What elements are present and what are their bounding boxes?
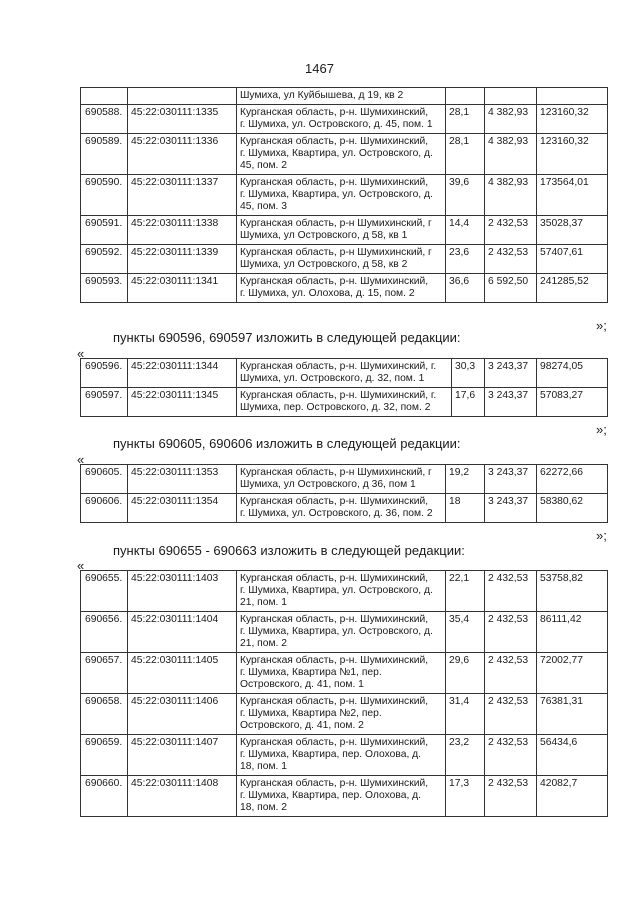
area-cell: 36,6	[446, 274, 485, 303]
cadastral-rate-cell: 2 432,53	[485, 776, 537, 817]
cadastral-value-cell	[537, 88, 608, 105]
cadastral-number-cell: 45:22:030111:1338	[128, 216, 237, 245]
cadastral-rate-cell: 2 432,53	[485, 245, 537, 274]
address-cell: Курганская область, р-н. Шумихинский, г. Шумиха, Квартира, ул. Островского, д. 45, пом. 3	[237, 175, 446, 216]
cadastral-value-cell: 123160,32	[537, 134, 608, 175]
cadastral-rate-cell: 3 243,37	[485, 359, 537, 388]
cadastral-value-cell: 42082,7	[537, 776, 608, 817]
address-cell: Курганская область, р-н. Шумихинский, г. Шумиха, ул. Островского, д. 36, пом. 2	[237, 494, 446, 523]
cadastral-number-cell: 45:22:030111:1337	[128, 175, 237, 216]
address-cell: Курганская область, р-н. Шумихинский, г. Шумиха, пер. Островского, д. 32, пом. 2	[237, 388, 452, 417]
table-row	[81, 735, 608, 776]
table-row	[81, 612, 608, 653]
table-row	[81, 216, 608, 245]
row-number-cell	[81, 88, 128, 105]
cadastral-number-cell: 45:22:030111:1354	[128, 494, 237, 523]
table-row	[81, 465, 608, 494]
cadastral-rate-cell: 2 432,53	[485, 735, 537, 776]
address-cell: Курганская область, р-н. Шумихинский, г. Шумиха, Квартира №2, пер. Островского, д. 41, пом. 2	[237, 694, 446, 735]
area-cell: 28,1	[446, 134, 485, 175]
area-cell: 19,2	[446, 465, 485, 494]
cadastral-number-cell: 45:22:030111:1403	[128, 571, 237, 612]
table-row	[81, 571, 608, 612]
cadastral-number-cell: 45:22:030111:1405	[128, 653, 237, 694]
table-row	[81, 694, 608, 735]
cadastral-value-cell: 57407,61	[537, 245, 608, 274]
cadastral-rate-cell: 2 432,53	[485, 216, 537, 245]
row-number-cell: 690656.	[81, 612, 128, 653]
address-cell: Курганская область, р-н. Шумихинский, г. Шумиха, Квартира, ул. Островского, д. 21, пом. 1	[237, 571, 446, 612]
address-cell: Курганская область, р-н. Шумихинский, г. Шумиха, Квартира №1, пер. Островского, д. 41, пом. 1	[237, 653, 446, 694]
cadastral-number-cell: 45:22:030111:1408	[128, 776, 237, 817]
table-row	[81, 134, 608, 175]
cadastral-rate-cell: 4 382,93	[485, 105, 537, 134]
cadastral-number-cell: 45:22:030111:1344	[128, 359, 237, 388]
row-number-cell: 690597.	[81, 388, 128, 417]
cadastral-value-cell: 123160,32	[537, 105, 608, 134]
cadastral-number-cell	[128, 88, 237, 105]
area-cell	[446, 88, 485, 105]
cadastral-rate-cell: 3 243,37	[485, 465, 537, 494]
property-table-4	[80, 570, 608, 817]
row-number-cell: 690591.	[81, 216, 128, 245]
cadastral-value-cell: 86111,42	[537, 612, 608, 653]
row-number-cell: 690606.	[81, 494, 128, 523]
page-number: 1467	[305, 61, 334, 76]
area-cell: 22,1	[446, 571, 485, 612]
row-number-cell: 690588.	[81, 105, 128, 134]
cadastral-value-cell: 57083,27	[537, 388, 608, 417]
table-row	[81, 388, 608, 417]
row-number-cell: 690657.	[81, 653, 128, 694]
cadastral-rate-cell: 2 432,53	[485, 571, 537, 612]
row-number-cell: 690655.	[81, 571, 128, 612]
area-cell: 29,6	[446, 653, 485, 694]
cadastral-value-cell: 241285,52	[537, 274, 608, 303]
table-row	[81, 776, 608, 817]
address-cell: Курганская область, р-н. Шумихинский, г. Шумиха, Квартира, пер. Олохова, д. 18, пом. 2	[237, 776, 446, 817]
area-cell: 23,6	[446, 245, 485, 274]
row-number-cell: 690596.	[81, 359, 128, 388]
area-cell: 17,3	[446, 776, 485, 817]
address-cell: Курганская область, р-н Шумихинский, г Шумиха, ул Островского, д 36, пом 1	[237, 465, 446, 494]
address-cell: Шумиха, ул Куйбышева, д 19, кв 2	[237, 88, 446, 105]
cadastral-rate-cell	[485, 88, 537, 105]
cadastral-number-cell: 45:22:030111:1407	[128, 735, 237, 776]
area-cell: 39,6	[446, 175, 485, 216]
area-cell: 18	[446, 494, 485, 523]
cadastral-rate-cell: 4 382,93	[485, 175, 537, 216]
table-row	[81, 359, 608, 388]
cadastral-value-cell: 56434,6	[537, 735, 608, 776]
area-cell: 14,4	[446, 216, 485, 245]
row-number-cell: 690658.	[81, 694, 128, 735]
area-cell: 23,2	[446, 735, 485, 776]
property-table-3	[80, 464, 608, 523]
row-number-cell: 690593.	[81, 274, 128, 303]
cadastral-number-cell: 45:22:030111:1345	[128, 388, 237, 417]
cadastral-number-cell: 45:22:030111:1335	[128, 105, 237, 134]
cadastral-rate-cell: 3 243,37	[485, 388, 537, 417]
cadastral-value-cell: 35028,37	[537, 216, 608, 245]
area-cell: 17,6	[452, 388, 485, 417]
cadastral-value-cell: 98274,05	[537, 359, 608, 388]
cadastral-rate-cell: 3 243,37	[485, 494, 537, 523]
opening-quote-2: «	[77, 452, 85, 467]
cadastral-number-cell: 45:22:030111:1406	[128, 694, 237, 735]
instruction-paragraph-2: пункты 690605, 690606 изложить в следующей редакции:	[113, 436, 461, 451]
cadastral-value-cell: 72002,77	[537, 653, 608, 694]
row-number-cell: 690590.	[81, 175, 128, 216]
cadastral-rate-cell: 4 382,93	[485, 134, 537, 175]
cadastral-value-cell: 173564,01	[537, 175, 608, 216]
cadastral-value-cell: 53758,82	[537, 571, 608, 612]
cadastral-number-cell: 45:22:030111:1353	[128, 465, 237, 494]
table-row	[81, 245, 608, 274]
cadastral-value-cell: 76381,31	[537, 694, 608, 735]
instruction-paragraph-1: пункты 690596, 690597 изложить в следующей редакции:	[113, 330, 461, 345]
address-cell: Курганская область, р-н. Шумихинский, г. Шумиха, ул. Островского, д. 32, пом. 1	[237, 359, 452, 388]
address-cell: Курганская область, р-н Шумихинский, г Шумиха, ул Островского, д 58, кв 2	[237, 245, 446, 274]
table-row	[81, 175, 608, 216]
cadastral-number-cell: 45:22:030111:1339	[128, 245, 237, 274]
row-number-cell: 690589.	[81, 134, 128, 175]
cadastral-rate-cell: 6 592,50	[485, 274, 537, 303]
cadastral-value-cell: 58380,62	[537, 494, 608, 523]
cadastral-rate-cell: 2 432,53	[485, 653, 537, 694]
cadastral-number-cell: 45:22:030111:1341	[128, 274, 237, 303]
row-number-cell: 690605.	[81, 465, 128, 494]
table-row	[81, 494, 608, 523]
opening-quote-1: «	[77, 346, 85, 361]
row-number-cell: 690659.	[81, 735, 128, 776]
area-cell: 35,4	[446, 612, 485, 653]
cadastral-number-cell: 45:22:030111:1336	[128, 134, 237, 175]
address-cell: Курганская область, р-н. Шумихинский, г. Шумиха, ул. Островского, д. 45, пом. 1	[237, 105, 446, 134]
address-cell: Курганская область, р-н. Шумихинский, г. Шумиха, Квартира, пер. Олохова, д. 18, пом. 1	[237, 735, 446, 776]
cadastral-rate-cell: 2 432,53	[485, 694, 537, 735]
instruction-paragraph-3: пункты 690655 - 690663 изложить в следующей редакции:	[113, 543, 465, 558]
property-table-1	[80, 87, 608, 303]
property-table-2	[80, 358, 608, 417]
address-cell: Курганская область, р-н. Шумихинский, г. Шумиха, Квартира, ул. Островского, д. 21, пом. 2	[237, 612, 446, 653]
closing-quote-1: »;	[596, 318, 607, 333]
table-row	[81, 105, 608, 134]
table-row	[81, 274, 608, 303]
cadastral-value-cell: 62272,66	[537, 465, 608, 494]
address-cell: Курганская область, р-н Шумихинский, г Шумиха, ул Островского, д 58, кв 1	[237, 216, 446, 245]
area-cell: 31,4	[446, 694, 485, 735]
address-cell: Курганская область, р-н. Шумихинский, г. Шумиха, Квартира, ул. Островского, д. 45, пом. 2	[237, 134, 446, 175]
cadastral-number-cell: 45:22:030111:1404	[128, 612, 237, 653]
table-row	[81, 88, 608, 105]
address-cell: Курганская область, р-н. Шумихинский, г. Шумиха, ул. Олохова, д. 15, пом. 2	[237, 274, 446, 303]
table-row	[81, 653, 608, 694]
closing-quote-3: »;	[596, 528, 607, 543]
row-number-cell: 690660.	[81, 776, 128, 817]
row-number-cell: 690592.	[81, 245, 128, 274]
opening-quote-3: «	[77, 558, 85, 573]
area-cell: 30,3	[452, 359, 485, 388]
cadastral-rate-cell: 2 432,53	[485, 612, 537, 653]
closing-quote-2: »;	[596, 422, 607, 437]
area-cell: 28,1	[446, 105, 485, 134]
